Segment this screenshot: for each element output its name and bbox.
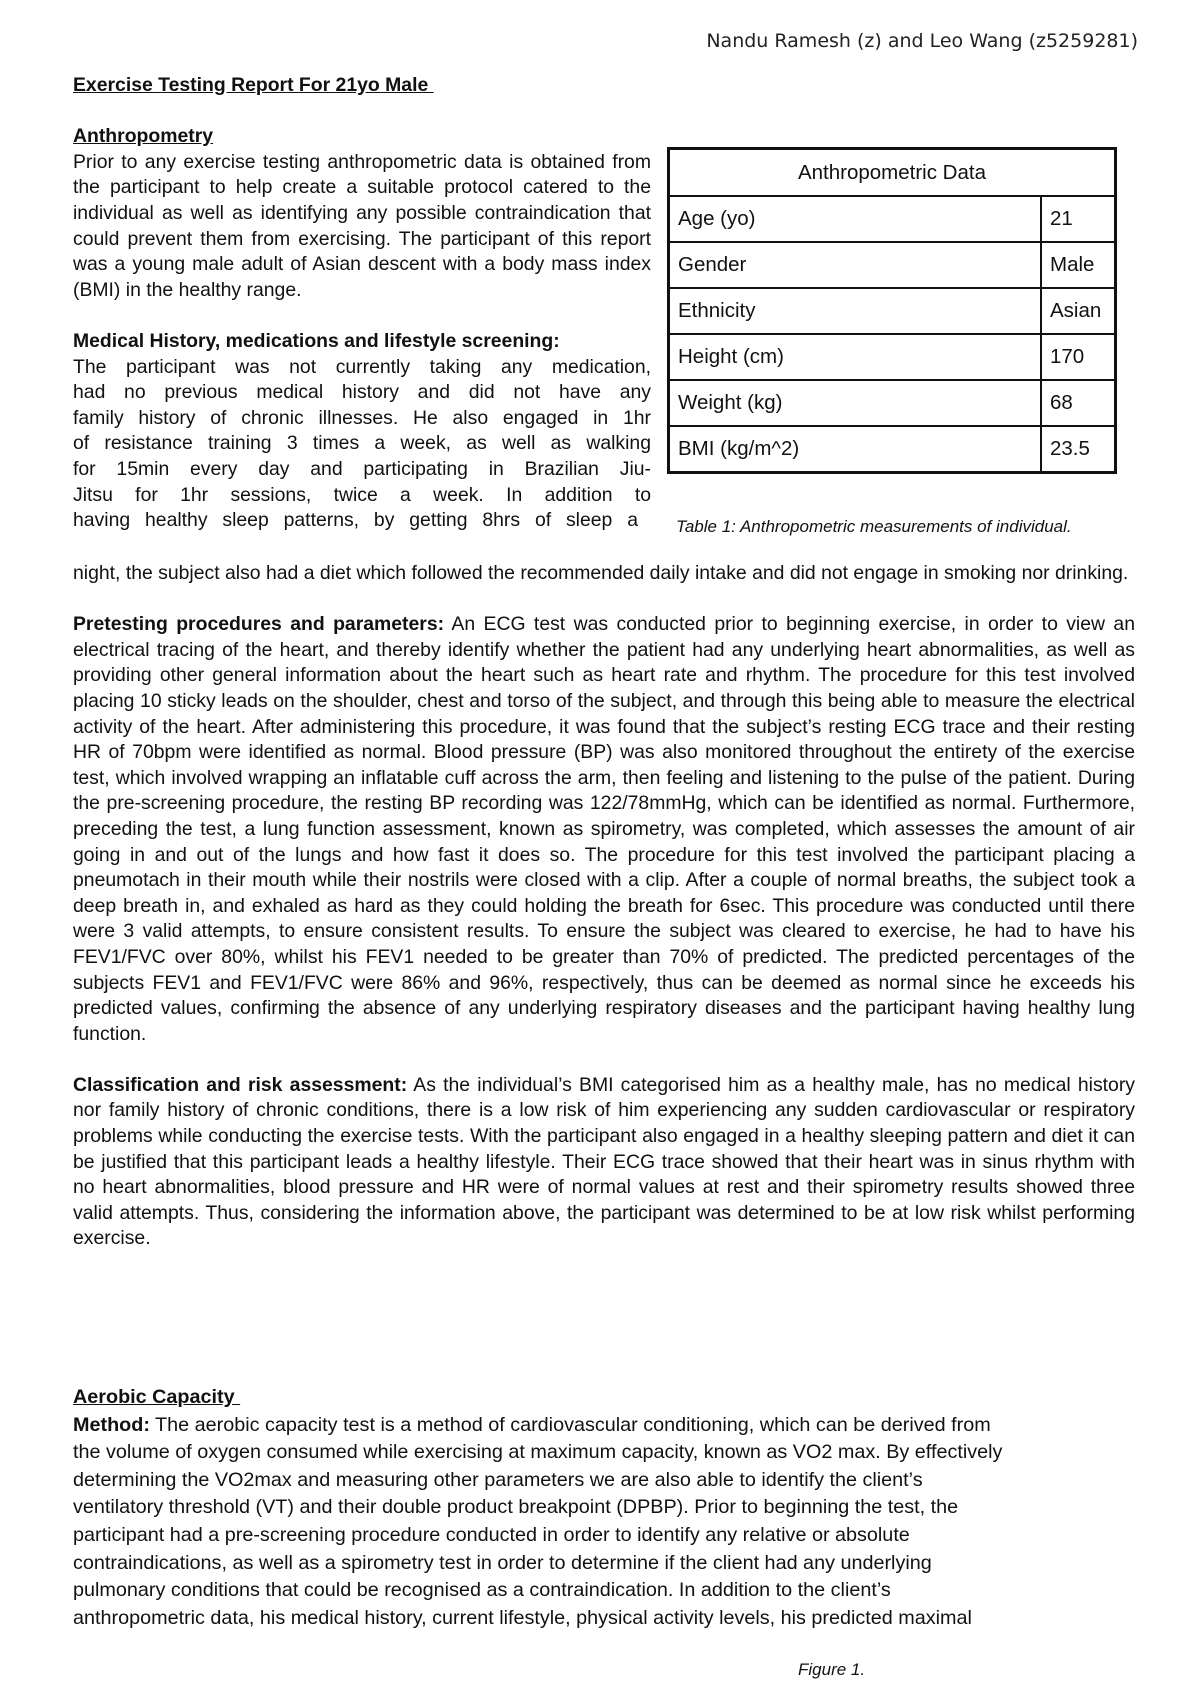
table-row bbox=[669, 242, 1116, 288]
author-line: Nandu Ramesh (z) and Leo Wang (z5259281) bbox=[706, 30, 1138, 52]
report-title: Exercise Testing Report For 21yo Male bbox=[73, 74, 434, 96]
aerobic-heading: Aerobic Capacity bbox=[73, 1386, 241, 1408]
aerobic-text-line: The aerobic capacity test is a method of cardiovascular conditioning, which can be derived from bbox=[149, 1413, 991, 1436]
medical-line-3: family history of chronic illnesses. He also engaged in 1hr bbox=[73, 406, 651, 429]
classification-text: As the individual’s BMI categorised him as a healthy male, has no medical history nor family history of chronic conditions, there is a low risk of him experiencing any sudden cardiovascular or respiratory problems while conducting the exercise tests. With the participant also engaged in a healthy sleeping pattern and diet it can be justified that this participant leads a healthy lifestyle. Their ECG trace showed that their heart was in sinus rhythm with no heart abnormalities, blood pressure and HR were of normal values at rest and their spirometry results showed three valid attempts. Thus, considering the information above, the participant was determined to be at low risk whilst performing exercise. bbox=[73, 1073, 1135, 1250]
table-title: Anthropometric Data bbox=[669, 149, 1116, 197]
medical-heading: Medical History, medications and lifestyle screening: bbox=[73, 329, 560, 352]
medical-line-5: for 15min every day and participating in Brazilian Jiu- bbox=[73, 457, 651, 480]
medical-line-1: The participant was not currently taking any medication, bbox=[73, 355, 651, 378]
aerobic-section bbox=[73, 1384, 1135, 1632]
aerobic-line-1 bbox=[73, 1412, 1135, 1440]
classification-heading: Classification and risk assessment: bbox=[73, 1073, 408, 1096]
medical-text-continued: night, the subject also had a diet which followed the recommended daily intake and did not engage in smoking nor drinking. bbox=[73, 562, 1129, 584]
figure-label: Figure 1. bbox=[798, 1660, 866, 1679]
table-cell-value: 23.5 bbox=[1041, 426, 1116, 473]
pretesting-paragraph bbox=[73, 612, 1135, 1047]
table-row bbox=[669, 380, 1116, 426]
table-cell-label: Gender bbox=[669, 242, 1042, 288]
table-row bbox=[669, 196, 1116, 242]
table-cell-value: 68 bbox=[1041, 380, 1116, 426]
medical-line-6: Jitsu for 1hr sessions, twice a week. In addition to bbox=[73, 483, 651, 506]
table-cell-value: Male bbox=[1041, 242, 1116, 288]
aerobic-text-line: the volume of oxygen consumed while exercising at maximum capacity, known as VO2 max. By effectively bbox=[73, 1441, 1003, 1464]
table-caption: Table 1: Anthropometric measurements of individual. bbox=[676, 517, 1072, 536]
aerobic-text-line: pulmonary conditions that could be recognised as a contraindication. In addition to the client’s bbox=[73, 1579, 891, 1602]
main-column bbox=[73, 561, 1135, 1252]
table-row bbox=[669, 288, 1116, 334]
anthropometric-table bbox=[667, 147, 1117, 474]
medical-line-4: of resistance training 3 times a week, as well as walking bbox=[73, 432, 651, 455]
anthropometry-heading: Anthropometry bbox=[73, 125, 214, 148]
classification-paragraph bbox=[73, 1073, 1135, 1252]
table-cell-label: Ethnicity bbox=[669, 288, 1042, 334]
medical-line-2: had no previous medical history and did not have any bbox=[73, 381, 651, 404]
table-cell-label: Weight (kg) bbox=[669, 380, 1042, 426]
table-cell-label: Age (yo) bbox=[669, 196, 1042, 242]
aerobic-text-line: contraindications, as well as a spirometry test in order to determine if the client had any underlying bbox=[73, 1551, 932, 1574]
aerobic-text-line: anthropometric data, his medical history, current lifestyle, physical activity levels, his predicted maximal bbox=[73, 1606, 972, 1629]
left-column bbox=[73, 73, 651, 534]
medical-line-7: having healthy sleep patterns, by getting 8hrs of sleep a bbox=[73, 509, 638, 532]
table-cell-value: 21 bbox=[1041, 196, 1116, 242]
table-row bbox=[669, 426, 1116, 473]
anthropometry-text: Prior to any exercise testing anthropometric data is obtained from the participant to help create a suitable protocol catered to the individual as well as identifying any possible contraindication that could prevent them from exercising. The participant of this report was a young male adult of Asian descent with a body mass index (BMI) in the healthy range. bbox=[73, 150, 651, 301]
table-row bbox=[669, 334, 1116, 380]
pretesting-text: An ECG test was conducted prior to beginning exercise, in order to view an electrical tracing of the heart, and thereby identify whether the patient had any underlying heart abnormalities, as well as providing other general information about the heart such as heart rate and rhythm. The procedure for this test involved placing 10 sticky leads on the shoulder, chest and torso of the subject, and through this being able to measure the electrical activity of the heart. After administering this procedure, it was found that the subject’s resting ECG trace and their resting HR of 70bpm were identified as normal. Blood pressure (BP) was also monitored throughout the entirety of the exercise test, which involved wrapping an inflatable cuff across the arm, then feeling and listening to the pulse of the patient. During the pre-screening procedure, the resting BP recording was 122/78mmHg, which can be identified as normal. Furthermore, preceding the test, a lung function assessment, known as spirometry, was completed, which assesses the amount of air going in and out of the lungs and how fast it does so. The procedure for this test involved the participant placing a pneumotach in their mouth while their nostrils were closed with a clip. After a couple of normal breaths, the subject took a deep breath in, and exhaled as hard as they could holding the breath for 6sec. This procedure was conducted until there were 3 valid attempts, to ensure consistent results. To ensure the subject was cleared to exercise, he had to have his FEV1/FVC over 80%, whilst his FEV1 needed to be greater than 70% of predicted. The predicted percentages of the subjects FEV1 and FEV1/FVC were 86% and 96%, respectively, thus can be deemed as normal since he exceeds his predicted values, confirming the absence of any underlying respiratory diseases and the participant having healthy lung function. bbox=[73, 613, 1135, 1045]
method-label: Method: bbox=[73, 1413, 150, 1436]
table-cell-label: Height (cm) bbox=[669, 334, 1042, 380]
aerobic-text-line: ventilatory threshold (VT) and their double product breakpoint (DPBP). Prior to beginning the test, the bbox=[73, 1496, 959, 1519]
table-cell-label: BMI (kg/m^2) bbox=[669, 426, 1042, 473]
aerobic-text-line: participant had a pre-screening procedure conducted in order to identify any relative or absolute bbox=[73, 1523, 910, 1546]
table-cell-value: 170 bbox=[1041, 334, 1116, 380]
table-cell-value: Asian bbox=[1041, 288, 1116, 334]
pretesting-heading: Pretesting procedures and parameters: bbox=[73, 613, 445, 636]
aerobic-text-line: determining the VO2max and measuring other parameters we are also able to identify the client’s bbox=[73, 1468, 923, 1491]
